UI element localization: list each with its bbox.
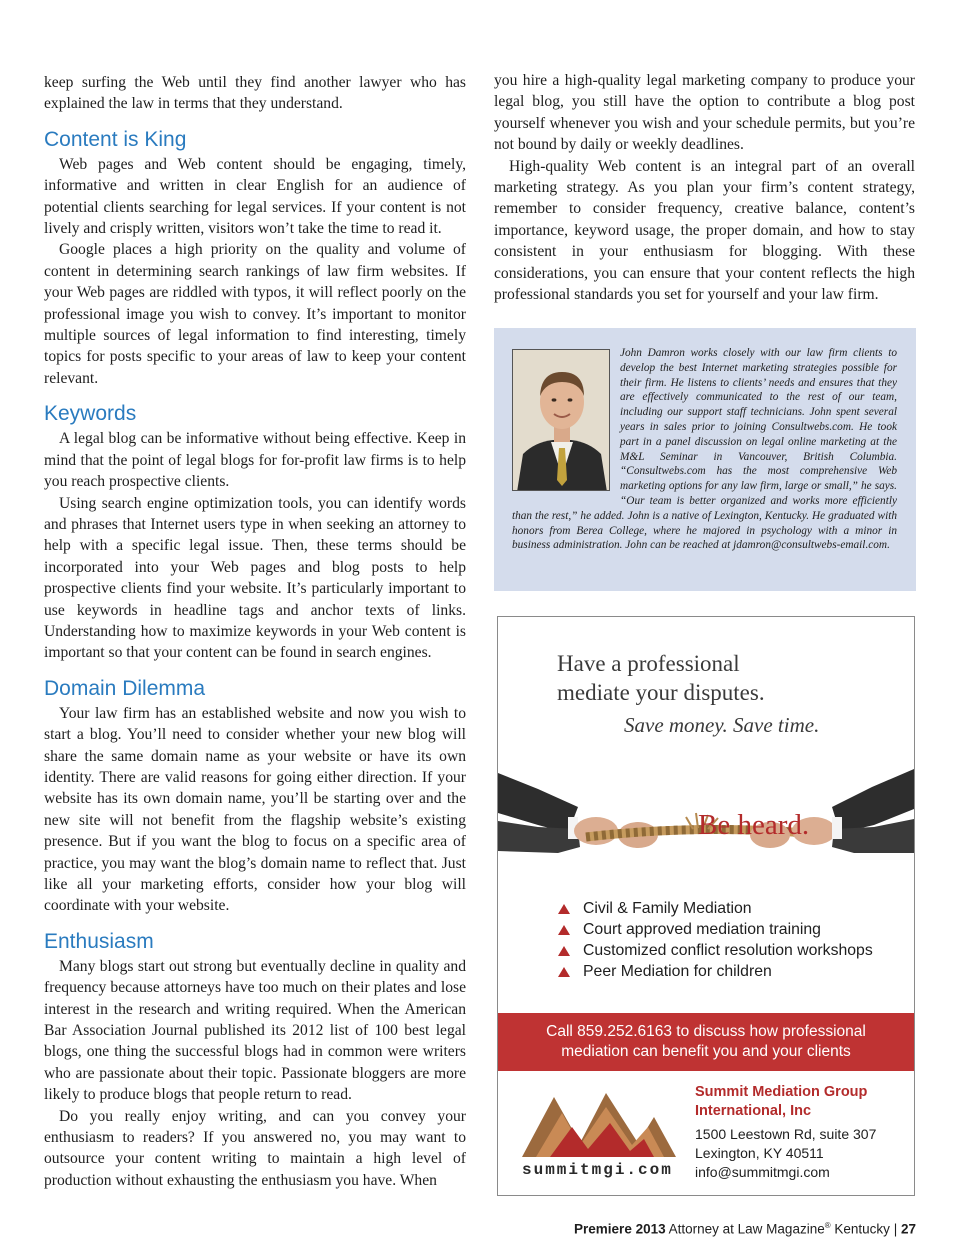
paragraph: you hire a high-quality legal marketing company to produce your legal blog, you still have the option to contribute a blog post yourself whenever you wish and your schedule permits, but you’re not bound by daily or weekly deadlines. — [494, 72, 915, 154]
service-label: Court approved mediation training — [583, 921, 821, 938]
triangle-bullet-icon — [558, 904, 570, 914]
org-line: Summit Mediation Group — [695, 1084, 868, 1100]
list-item — [558, 919, 873, 940]
service-label: Peer Mediation for children — [583, 963, 772, 980]
section-heading-keywords: Keywords — [44, 402, 137, 426]
org-line: International, Inc — [695, 1102, 812, 1119]
cta-line: mediation can benefit you and your clients — [561, 1043, 851, 1060]
author-bio-text: John Damron works closely with our law firm clients to develop the best Internet marketing strategies possible for their firm. He listens to clients’ needs and ensures that they are effectively communicated to the rest of our team, including our support staff technicians. John spent several years in sales prior to joining Consultwebs.com. He took part in a panel discussion on legal online marketing at the M&L Seminar in Vancouver, British Columbia. “Consultwebs.com has the most comprehensive Web marketing options for any law firm, large or small,” he says. “Our team is better organized and works more efficiently than the rest,” he added. John is a native of Lexington, Kentucky. He graduated with honors from Berea College, where he majored in psychology with a minor in business administration. John can be reached at jdamron@consultwebs-email.com. — [512, 347, 897, 552]
page-number: 27 — [900, 1221, 916, 1237]
triangle-bullet-icon — [558, 967, 570, 977]
section-heading-content-is-king: Content is King — [44, 127, 187, 151]
ad-headline-line: mediate your disputes. — [557, 680, 765, 705]
paragraph: Using search engine optimization tools, you can identify words and phrases that Internet users type in when seeking an attorney to help with a specific legal issue. Then, these terms should be incorporated into your Web pages and blog posts to help prospective clients find your website. It’s particularly important to use keywords in headline tags and anchor texts of links. Understanding how to maximize keywords in your Web content is important so that your content can be found in search engines. — [44, 494, 466, 662]
paragraph: Many blogs start out strong but eventually decline in quality and frequency because attorneys have too much on their plates and lose interest in the research and writing required. When the American Bar Association Journal published its 2012 list of 100 best legal blogs, one thing the successful blogs had in common were writers who are passionate about their topic. Passionate bloggers are more likely to produce blogs that people return to read. — [44, 957, 466, 1104]
triangle-bullet-icon — [558, 946, 570, 956]
footer-registered: ® — [824, 1221, 831, 1230]
ad-headline-line: Have a professional — [557, 651, 740, 676]
ad-organization-name — [695, 1083, 867, 1120]
paragraph: A legal blog can be informative without being effective. Keep in mind that the point of legal blogs for for-profit law firms is to help you reach prospective clients. — [44, 430, 466, 491]
ad-logo-text: summitmgi.com — [522, 1161, 673, 1179]
tug-of-war-rope-icon — [498, 743, 914, 863]
paragraph: Your law firm has an established website and now you wish to start a blog. You’ll need to consider whether your new blog will share the same domain name as your website or have its own identity. There are valid reasons for going either direction. If your website has its own domain name, you’ll be starting over and the new site will not benefit from the flagship website’s existing presence. But if you want the blog to focus on a specific area of practice, you may want the blog’s domain name to reflect that. Just like all your marketing efforts, consider how your blog will coordinate with your website. — [44, 704, 466, 915]
paragraph: Web pages and Web content should be engaging, timely, informative and written in clear English for an audience of potential clients searching for legal services. If your content is not lively and crisply written, visitors won’t take the time to read it. — [44, 155, 466, 238]
article-left-column — [44, 72, 466, 1191]
paragraph: Google places a high priority on the quality and volume of content in determining search rankings of law firm websites. If your Web pages are riddled with typos, it will reflect poorly on the professional image you wish to convey. It’s important to monitor multiple sources of legal information to find interesting, timely topics for posts specific to your areas of law to keep your content relevant. — [44, 241, 466, 387]
author-portrait-icon — [513, 350, 610, 491]
triangle-bullet-icon — [558, 925, 570, 935]
footer-magazine: Attorney at Law Magazine — [668, 1221, 825, 1237]
list-item — [558, 961, 873, 982]
list-item — [558, 940, 873, 961]
author-photo — [512, 349, 610, 491]
page-footer — [574, 1221, 916, 1237]
list-item — [558, 898, 873, 919]
paragraph: High-quality Web content is an integral part of an overall marketing strategy. As you plan your firm’s content strategy, remember to consider frequency, creative balance, content’s importance, keyword usage, the proper domain, and how to stay consistent in your enthusiasm for blogging. With these considerations, you can ensure that your content reflects the high professional standards you set for yourself and your law firm. — [494, 157, 915, 304]
ad-headline — [557, 649, 765, 707]
section-heading-enthusiasm: Enthusiasm — [44, 929, 154, 953]
section-heading-domain-dilemma: Domain Dilemma — [44, 676, 206, 700]
address-line: Lexington, KY 40511 — [695, 1145, 824, 1161]
service-label: Civil & Family Mediation — [583, 900, 752, 917]
service-label: Customized conflict resolution workshops — [583, 942, 873, 959]
paragraph: Do you really enjoy writing, and can you convey your enthusiasm to readers? If you answered no, you may want to outsource your content writing to maintain a high level of production without exhausting the enthusiasm you have. When — [44, 1107, 466, 1189]
ad-address — [695, 1125, 876, 1182]
ad-services-list — [558, 898, 873, 982]
ad-be-heard: Be heard. — [698, 809, 810, 841]
address-line: 1500 Leestown Rd, suite 307 — [695, 1126, 877, 1142]
footer-separator: | — [893, 1221, 898, 1237]
article-right-column — [494, 70, 915, 305]
cta-line: Call 859.252.6163 to discuss how professional — [546, 1023, 866, 1040]
footer-issue: Premiere 2013 — [574, 1221, 666, 1237]
mediation-advertisement — [497, 616, 915, 1196]
author-bio-box — [494, 328, 916, 591]
intro-paragraph: keep surfing the Web until they find another lawyer who has explained the law in terms that they understand. — [44, 74, 466, 113]
email-line: info@summitmgi.com — [695, 1164, 830, 1180]
ad-tagline: Save money. Save time. — [624, 713, 820, 737]
ad-call-to-action — [498, 1013, 914, 1071]
footer-region: Kentucky — [834, 1221, 890, 1237]
